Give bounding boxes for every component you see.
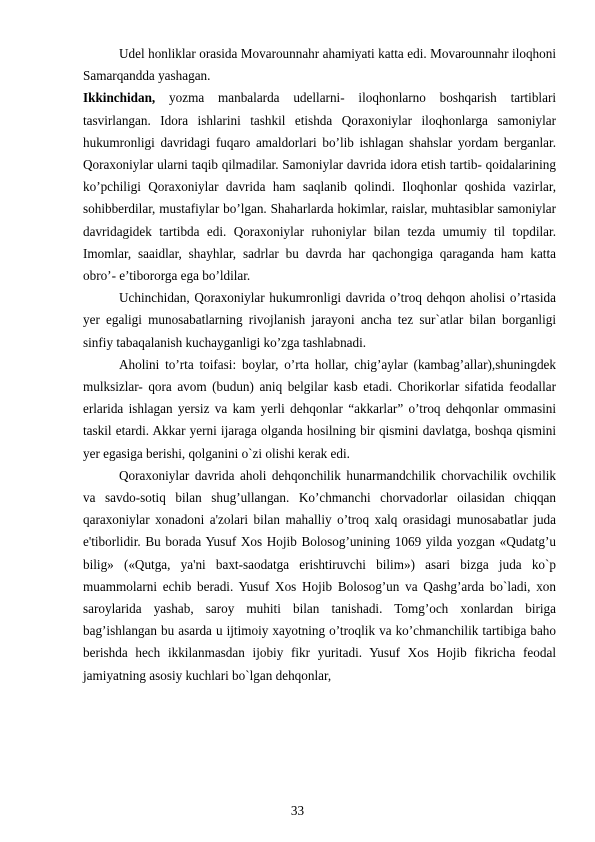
paragraph-4 xyxy=(83,354,556,465)
paragraph-3 xyxy=(83,287,556,354)
paragraph-4-text: Aholini to’rta toifasi: boylar, o’rta hollar, chig’aylar (kambag’allar),shuningdek mulksizlar- qora avom (budun) aniq belgilar kasb etadi. Chorikorlar sifatida feodallar erlarida ishlagan yersiz va kam yerli dehqonlar “akkarlar” o’troq dehqonlar ommasini taskil etardi. Akkar yerni ijaraga olganda hosilning bir qismini davlatga, boshqa qismini yer egasiga berishi, qolganini o`zi olishi kerak edi. xyxy=(83,356,556,461)
paragraph-5 xyxy=(83,465,556,687)
paragraph-3-text: Uchinchidan, Qoraxoniylar hukumronligi davrida o’troq dehqon aholisi o’rtasida yer egaligi munosabatlarning rivojlanish jarayoni ancha tez sur`atlar bilan borganligi sinfiy tabaqalanish kuchayganligi ko’zga tashlabnadi. xyxy=(83,290,556,350)
paragraph-1 xyxy=(83,43,556,87)
paragraph-5-text: Qoraxoniylar davrida aholi dehqonchilik hunarmandchilik chorvachilik ovchilik va savdo-sotiq bilan shug’ullangan. Ko’chmanchi chorvadorlar oilasidan chiqqan qaraxoniylar xonadoni a'zolari bilan mahalliy o’troq xalq orasidagi munosabatlar juda e'tiborlidir. Bu borada Yusuf Xos Hojib Bolosog’unining 1069 yilda yozgan «Qudatg’u bilig» («Qutga, ya'ni baxt-saodatga erishtiruvchi bilim») asari bizga juda ko`p muammolarni echib beradi. Yusuf Xos Hojib Bolosog’un va Qashg’arda bo`ladi, xon saroylarida yashab, saroy muhiti bilan tanishadi. Tomg’och xonlardan biriga bag’ishlangan bu asarda u ijtimoiy xayotning o’troqlik va ko’chmanchilik tartibiga baho berishda hech ikkilanmasdan ijobiy fikr yuritadi. Yusuf Xos Hojib fikricha feodal jamiyatning asosiy kuchlari bo`lgan dehqonlar, xyxy=(83,467,556,683)
paragraph-1-text: Udel honliklar orasida Movarounnahr ahamiyati katta edi. Movarounnahr iloqhoni Samarqandda yashagan. xyxy=(83,46,556,84)
paragraph-2 xyxy=(83,87,556,287)
body-text xyxy=(83,43,556,687)
paragraph-2-text: yozma manbalarda udellarni- iloqhonlarno boshqarish tartiblari tasvirlangan. Idora ishlarini tashkil etishda Qoraxoniylar iloqhonlarga samoniylar hukumronligi davridagi fuqaro amaldorlari bo’lib ishlagan shahslar yordam berganlar. Qoraxoniylar ularni taqib qilmadilar. Samoniylar davrida idora etish tartib- qoidalarining ko’pchiligi Qoraxoniylar davrida ham saqlanib qolindi. Iloqhonlar qoshida vazirlar, sohibberdilar, mustafiylar bo’lgan. Shaharlarda hokimlar, raislar, muhtasiblar samoniylar davridagidek tartibda edi. Qoraxoniylar ruhoniylar bilan tezda umumiy til topdilar. Imomlar, saaidlar, shayhlar, sadrlar bu davrda har qachongiga qaraganda ham katta obro’- e’tibororga ega bo’ldilar. xyxy=(83,90,556,284)
paragraph-2-lead: Ikkinchidan, xyxy=(83,90,156,106)
page-number: 33 xyxy=(290,803,305,818)
